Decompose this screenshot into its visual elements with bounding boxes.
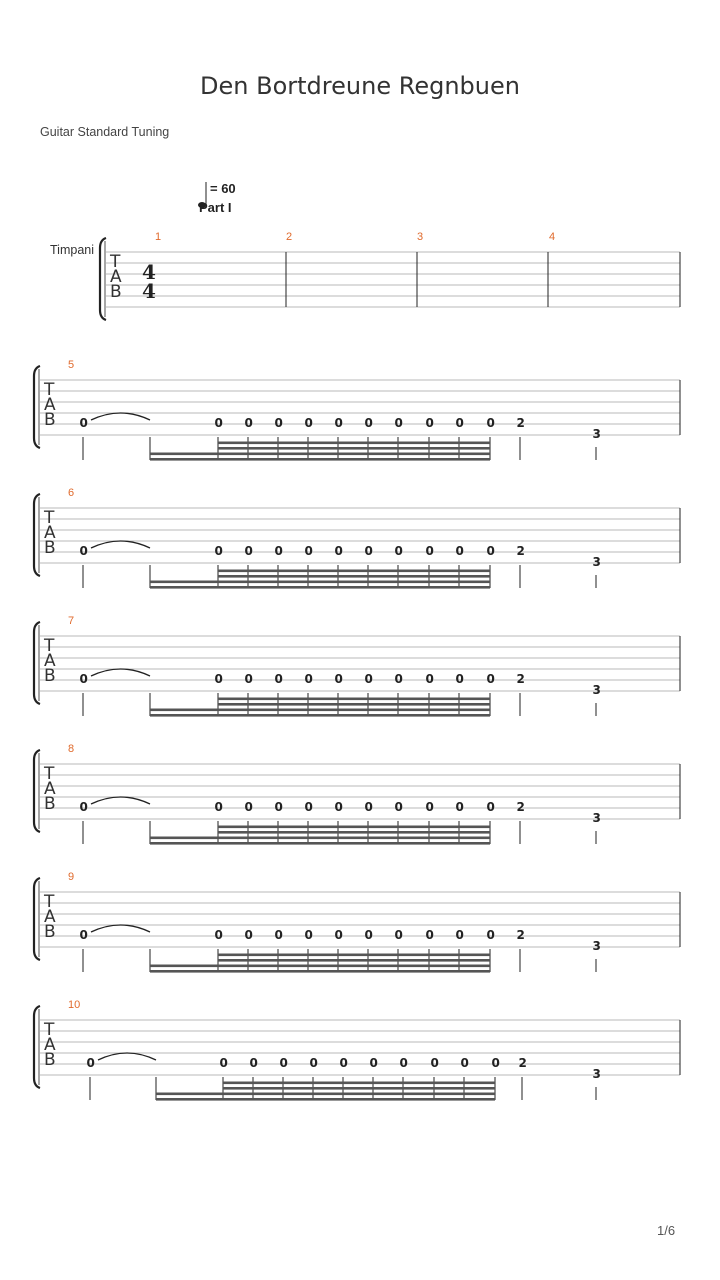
system-4 bbox=[34, 615, 680, 717]
fret-number: 0 bbox=[399, 1056, 408, 1070]
measure-number: 4 bbox=[549, 231, 556, 243]
fret-number: 0 bbox=[455, 800, 464, 814]
fret-number: 3 bbox=[592, 427, 601, 441]
measure-number: 7 bbox=[68, 615, 75, 627]
fret-number: 0 bbox=[364, 800, 373, 814]
fret-number: 0 bbox=[334, 544, 343, 558]
tab-clef-letter: A bbox=[44, 779, 56, 799]
score-title: Den Bortdreune Regnbuen bbox=[200, 72, 520, 100]
fret-number: 0 bbox=[334, 800, 343, 814]
fret-number: 0 bbox=[364, 672, 373, 686]
tie-arc bbox=[91, 541, 150, 548]
fret-number: 0 bbox=[249, 1056, 258, 1070]
beam bbox=[218, 970, 490, 973]
beam bbox=[218, 826, 490, 829]
fret-number: 0 bbox=[304, 416, 313, 430]
beam bbox=[218, 714, 490, 717]
page-number: 1/6 bbox=[657, 1223, 676, 1238]
tab-clef-letter: B bbox=[110, 282, 122, 302]
time-signature-bottom: 4 bbox=[142, 279, 156, 303]
fret-number: 0 bbox=[244, 672, 253, 686]
beam bbox=[156, 1098, 223, 1101]
fret-number: 2 bbox=[516, 416, 525, 430]
fret-number: 0 bbox=[334, 672, 343, 686]
measure-number: 2 bbox=[286, 231, 293, 243]
fret-number: 0 bbox=[486, 672, 495, 686]
fret-number: 0 bbox=[274, 544, 283, 558]
beam bbox=[150, 586, 218, 589]
beam bbox=[150, 458, 218, 461]
section-marker: Part I bbox=[199, 200, 232, 215]
tab-clef-letter: A bbox=[44, 651, 56, 671]
beam bbox=[150, 837, 218, 840]
fret-number: 0 bbox=[274, 928, 283, 942]
fret-number: 0 bbox=[455, 928, 464, 942]
beam bbox=[150, 581, 218, 584]
beam bbox=[218, 698, 490, 701]
fret-number: 0 bbox=[79, 928, 88, 942]
fret-number: 0 bbox=[491, 1056, 500, 1070]
tie-arc bbox=[91, 797, 150, 804]
fret-number: 0 bbox=[214, 800, 223, 814]
fret-number: 0 bbox=[486, 928, 495, 942]
fret-number: 0 bbox=[455, 672, 464, 686]
fret-number: 0 bbox=[79, 800, 88, 814]
fret-number: 0 bbox=[219, 1056, 228, 1070]
fret-number: 0 bbox=[304, 800, 313, 814]
fret-number: 0 bbox=[214, 544, 223, 558]
fret-number: 0 bbox=[334, 928, 343, 942]
fret-number: 0 bbox=[486, 800, 495, 814]
beam bbox=[150, 714, 218, 717]
system-7 bbox=[34, 999, 680, 1101]
measure-number: 10 bbox=[68, 999, 81, 1011]
fret-number: 0 bbox=[339, 1056, 348, 1070]
fret-number: 0 bbox=[455, 416, 464, 430]
tab-clef-letter: B bbox=[44, 794, 56, 814]
beam bbox=[150, 965, 218, 968]
fret-number: 0 bbox=[425, 928, 434, 942]
beam bbox=[218, 586, 490, 589]
fret-number: 0 bbox=[244, 544, 253, 558]
fret-number: 0 bbox=[369, 1056, 378, 1070]
fret-number: 2 bbox=[516, 800, 525, 814]
fret-number: 0 bbox=[460, 1056, 469, 1070]
fret-number: 3 bbox=[592, 939, 601, 953]
fret-number: 0 bbox=[214, 672, 223, 686]
beam bbox=[218, 837, 490, 840]
tuning-label: Guitar Standard Tuning bbox=[40, 125, 170, 139]
fret-number: 0 bbox=[394, 672, 403, 686]
measure-number: 5 bbox=[68, 359, 75, 371]
fret-number: 0 bbox=[425, 672, 434, 686]
system-5 bbox=[34, 743, 680, 845]
fret-number: 0 bbox=[394, 928, 403, 942]
tab-clef-letter: T bbox=[44, 1020, 55, 1040]
beam bbox=[218, 581, 490, 584]
fret-number: 0 bbox=[214, 928, 223, 942]
tab-clef-letter: A bbox=[44, 907, 56, 927]
system-3 bbox=[34, 487, 680, 589]
beam bbox=[218, 831, 490, 834]
fret-number: 0 bbox=[304, 928, 313, 942]
tab-clef-letter: B bbox=[44, 922, 56, 942]
fret-number: 0 bbox=[425, 544, 434, 558]
beam bbox=[150, 842, 218, 845]
beam bbox=[223, 1098, 495, 1101]
tie-arc bbox=[91, 669, 150, 676]
fret-number: 2 bbox=[516, 672, 525, 686]
fret-number: 0 bbox=[86, 1056, 95, 1070]
fret-number: 0 bbox=[279, 1056, 288, 1070]
measure-number: 1 bbox=[155, 231, 162, 243]
fret-number: 2 bbox=[516, 544, 525, 558]
fret-number: 0 bbox=[425, 800, 434, 814]
fret-number: 0 bbox=[244, 800, 253, 814]
tab-clef-letter: T bbox=[44, 892, 55, 912]
fret-number: 0 bbox=[79, 544, 88, 558]
beam bbox=[218, 959, 490, 962]
beam bbox=[218, 570, 490, 573]
fret-number: 3 bbox=[592, 1067, 601, 1081]
fret-number: 0 bbox=[394, 800, 403, 814]
beam bbox=[218, 458, 490, 461]
tab-clef-letter: T bbox=[44, 380, 55, 400]
tempo-marking: = 60 bbox=[210, 181, 236, 196]
measure-number: 9 bbox=[68, 871, 75, 883]
tie-arc bbox=[91, 925, 150, 932]
measure-number: 8 bbox=[68, 743, 75, 755]
fret-number: 0 bbox=[364, 928, 373, 942]
tab-clef-letter: T bbox=[110, 252, 121, 272]
fret-number: 0 bbox=[274, 800, 283, 814]
tab-clef-letter: B bbox=[44, 1050, 56, 1070]
tab-clef-letter: T bbox=[44, 636, 55, 656]
tab-clef-letter: A bbox=[44, 523, 56, 543]
fret-number: 0 bbox=[244, 416, 253, 430]
fret-number: 0 bbox=[486, 416, 495, 430]
fret-number: 3 bbox=[592, 683, 601, 697]
system-1 bbox=[100, 231, 680, 320]
time-signature-top: 4 bbox=[142, 260, 156, 284]
fret-number: 0 bbox=[425, 416, 434, 430]
beam bbox=[150, 970, 218, 973]
fret-number: 0 bbox=[274, 672, 283, 686]
fret-number: 2 bbox=[518, 1056, 527, 1070]
beam bbox=[218, 709, 490, 712]
tab-clef-letter: A bbox=[44, 1035, 56, 1055]
beam bbox=[218, 703, 490, 706]
fret-number: 0 bbox=[309, 1056, 318, 1070]
beam bbox=[223, 1082, 495, 1085]
beam bbox=[218, 442, 490, 445]
beam bbox=[218, 575, 490, 578]
beam bbox=[218, 447, 490, 450]
fret-number: 3 bbox=[592, 555, 601, 569]
fret-number: 0 bbox=[79, 416, 88, 430]
fret-number: 0 bbox=[79, 672, 88, 686]
beam bbox=[218, 965, 490, 968]
tab-clef-letter: A bbox=[44, 395, 56, 415]
fret-number: 0 bbox=[364, 416, 373, 430]
fret-number: 0 bbox=[455, 544, 464, 558]
fret-number: 0 bbox=[394, 416, 403, 430]
tab-clef-letter: A bbox=[110, 267, 122, 287]
tab-clef-letter: T bbox=[44, 508, 55, 528]
fret-number: 0 bbox=[334, 416, 343, 430]
beam bbox=[218, 954, 490, 957]
fret-number: 0 bbox=[394, 544, 403, 558]
fret-number: 0 bbox=[244, 928, 253, 942]
tab-clef-letter: B bbox=[44, 410, 56, 430]
measure-number: 3 bbox=[417, 231, 424, 243]
measure-number: 6 bbox=[68, 487, 75, 499]
fret-number: 0 bbox=[430, 1056, 439, 1070]
beam bbox=[156, 1093, 223, 1096]
tab-clef-letter: B bbox=[44, 666, 56, 686]
tab-clef-letter: T bbox=[44, 764, 55, 784]
fret-number: 0 bbox=[214, 416, 223, 430]
fret-number: 0 bbox=[486, 544, 495, 558]
fret-number: 0 bbox=[274, 416, 283, 430]
beam bbox=[150, 453, 218, 456]
system-2 bbox=[34, 359, 680, 461]
beam bbox=[223, 1087, 495, 1090]
beam bbox=[218, 842, 490, 845]
beam bbox=[218, 453, 490, 456]
tie-arc bbox=[98, 1053, 156, 1060]
instrument-name: Timpani bbox=[50, 243, 94, 257]
tie-arc bbox=[91, 413, 150, 420]
fret-number: 0 bbox=[304, 672, 313, 686]
beam bbox=[223, 1093, 495, 1096]
tab-clef-letter: B bbox=[44, 538, 56, 558]
beam bbox=[150, 709, 218, 712]
system-6 bbox=[34, 871, 680, 973]
fret-number: 2 bbox=[516, 928, 525, 942]
fret-number: 0 bbox=[364, 544, 373, 558]
fret-number: 0 bbox=[304, 544, 313, 558]
fret-number: 3 bbox=[592, 811, 601, 825]
